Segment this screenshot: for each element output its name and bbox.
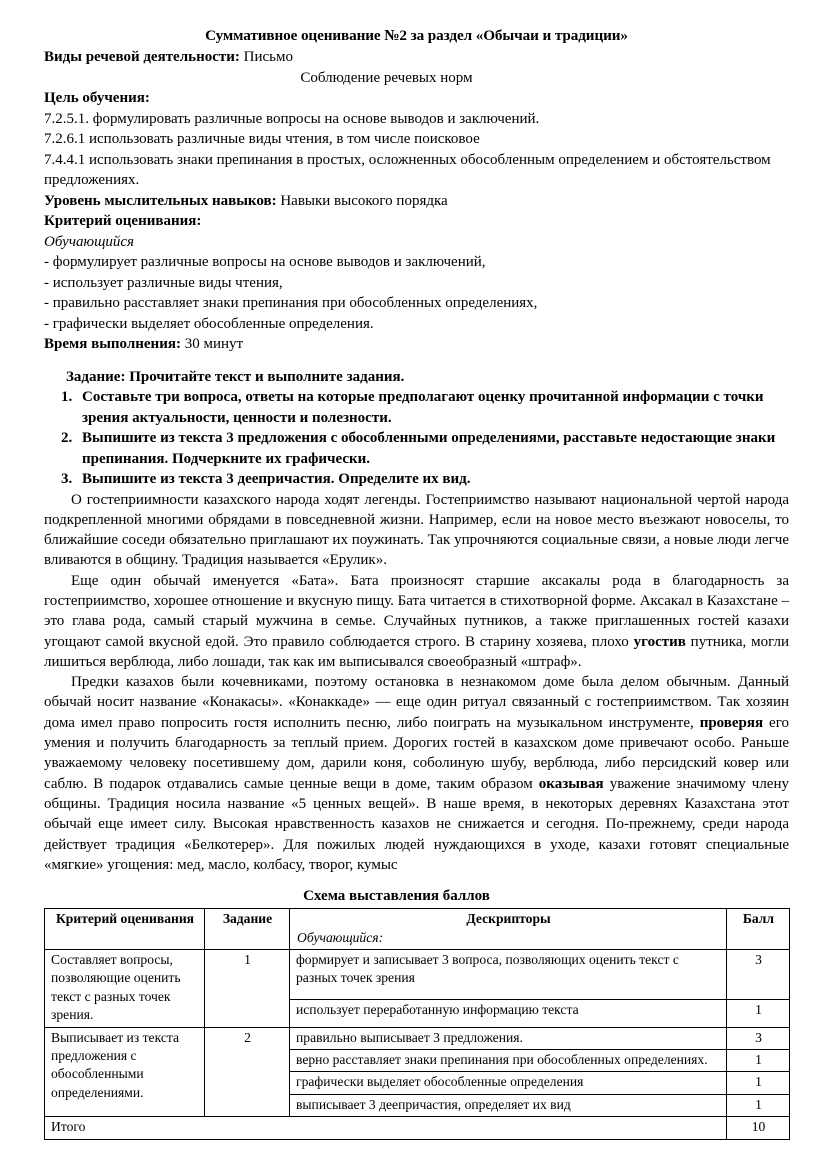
paragraph-3-bold-word-2: оказывая — [538, 775, 604, 792]
criteria-heading: Критерий оценивания: — [44, 213, 202, 229]
row2-descriptor-3: графически выделяет обособленные определения — [290, 1072, 727, 1094]
row1-task: 1 — [205, 949, 290, 1027]
scoring-table — [44, 908, 790, 1139]
paragraph-2-part-b: путника, могли лишиться верблюда, либо лошади, так как им выписывался своеобразный «штраф». — [44, 633, 789, 670]
row2-descriptor-1: правильно выписывает 3 предложения. — [290, 1027, 727, 1049]
header-descriptors — [290, 909, 727, 950]
row2-score-1: 3 — [727, 1027, 790, 1049]
total-score: 10 — [727, 1117, 790, 1139]
row2-score-4: 1 — [727, 1094, 790, 1116]
paragraph-2-bold-word: угостив — [633, 633, 686, 650]
task-list — [44, 387, 789, 490]
row2-descriptor-4: выписывает 3 деепричастия, определяет их вид — [290, 1094, 727, 1116]
speech-types-value: Письмо — [239, 49, 293, 65]
task-heading: Задание: Прочитайте текст и выполните задания. — [66, 368, 405, 385]
task-item-3: Выпишите из текста 3 деепричастия. Определите их вид. — [82, 471, 471, 487]
reading-paragraph-1: О гостеприимности казахского народа ходят легенды. Гостеприимство называют национальной чертой народа подкрепленной многими обрядами в повседневной жизни. Например, если на новое место въезжают новоселы, то ближайшие соседи обязательно приглашают их поужинать. Так упрочняются социальные связи, а новые люди легче вливаются в общину. Традиция называется «Ерулик». — [44, 491, 789, 569]
table-row — [45, 1027, 790, 1049]
table-row — [45, 949, 790, 999]
speech-types-line — [44, 47, 789, 68]
row2-descriptor-2: верно расставляет знаки препинания при обособленных определениях. — [290, 1049, 727, 1071]
task-item-2: Выпишите из текста 3 предложения с обособленными определениями, расставьте недостающие знаки препинания. Подчеркните их графически. — [82, 430, 776, 467]
row2-score-2: 1 — [727, 1049, 790, 1071]
criteria-item-3: - правильно расставляет знаки препинания при обособленных определениях, — [44, 295, 538, 311]
page-title: Суммативное оценивание №2 за раздел «Обычаи и традиции» — [205, 27, 628, 44]
reading-paragraph-2 — [44, 571, 789, 672]
scoring-table-title: Схема выставления баллов — [303, 888, 490, 905]
reading-paragraph-3 — [44, 672, 789, 875]
paragraph-3-part-c: уважение значимому члену общины. Традиция носила название «5 ценных вещей». В наше время, в некоторых деревнях Казахстана этот обычай еще имеет силу. Высокая нравственность казахов не снижается и сегодня. По-прежнему, среди народа действует традиция «Белкотерер». Для пожилых людей нуждающихся в уходе, казахи готовят специальные «мягкие» угощения: мед, масло, колбасу, творог, кумыс — [44, 775, 789, 873]
table-total-row — [45, 1117, 790, 1139]
paragraph-3-bold-word-1: проверяя — [699, 714, 764, 731]
skill-level-value: Навыки высокого порядка — [276, 192, 448, 209]
criteria-item-2: - использует различные виды чтения, — [44, 274, 283, 291]
task-item-1: Составьте три вопроса, ответы на которые предполагают оценку прочитанной информации с точки зрения актуальности, ценности и полезности. — [82, 389, 764, 426]
header-criterion: Критерий оценивания — [45, 909, 205, 950]
header-descriptors-label: Дескрипторы — [466, 911, 551, 927]
row1-descriptor-2: использует переработанную информацию текста — [290, 1000, 727, 1028]
row2-task: 2 — [205, 1027, 290, 1117]
header-descriptors-sub: Обучающийся: — [297, 929, 384, 945]
scoring-table-head — [45, 909, 790, 950]
table-header-row — [45, 909, 790, 950]
row2-criterion: Выписывает из текста предложения с обособленными определениями. — [45, 1027, 205, 1117]
skill-level-label: Уровень мыслительных навыков: — [44, 192, 277, 209]
goal-item-1: 7.2.5.1. формулировать различные вопросы на основе выводов и заключений. — [44, 110, 540, 127]
goal-heading: Цель обучения: — [44, 90, 150, 106]
row1-score-2: 1 — [727, 1000, 790, 1028]
criteria-item-1: - формулирует различные вопросы на основе выводов и заключений, — [44, 254, 486, 270]
skill-level-line — [44, 191, 789, 212]
time-line — [44, 334, 789, 355]
row1-descriptor-1: формирует и записывает 3 вопроса, позволяющих оценить текст с разных точек зрения — [290, 949, 727, 999]
centered-subline: Соблюдение речевых норм — [300, 69, 473, 86]
header-score: Балл — [727, 909, 790, 950]
paragraph-3-part-b: его умения и получить благодарность за теплый прием. Дорогих гостей в казахском доме привечают особо. Раньше уважаемому человеку посетившему дом, дарили коня, соболиную шубу, верблюда, либо персидский ковер или саблю. В подарок отдавались самые ценные вещи в доме, таким образом — [44, 714, 789, 792]
total-label: Итого — [45, 1117, 727, 1139]
speech-types-label: Виды речевой деятельности: — [44, 49, 240, 65]
time-label: Время выполнения: — [44, 336, 181, 352]
row2-score-3: 1 — [727, 1072, 790, 1094]
paragraph-3-part-a: Предки казахов были кочевниками, поэтому остановка в незнакомом доме была делом обычным. Данный обычай носит название «Конакасы». «Конаккаде» — еще один ритуал связанный с гостеприимством. Так хозяин дома имел право попросить гостя исполнить песню, либо поиграть на музыкальном инструменте, — [44, 674, 789, 731]
time-value: 30 минут — [180, 336, 244, 352]
criteria-subject: Обучающийся — [44, 233, 135, 250]
header-task: Задание — [205, 909, 290, 950]
criteria-item-4: - графически выделяет обособленные определения. — [44, 315, 374, 332]
scoring-table-body — [45, 949, 790, 1139]
goal-item-3: 7.4.4.1 использовать знаки препинания в простых, осложненных обособленным определением и обстоятельством предложениях. — [44, 151, 771, 188]
paragraph-2-part-a: Еще один обычай именуется «Бата». Бата произносят старшие аксакалы рода в благодарность за гостеприимство, хорошее отношение и вкусную пищу. Бата читается в стихотворной форме. Аксакал в Казахстане – это глава рода, самый старый мужчина в семье. Случайных путников, а также приглашенных гостей казахи угощают самой вкусной едой. Это правило соблюдается строго. В старину хозяева, плохо — [44, 572, 789, 650]
goal-item-2: 7.2.6.1 использовать различные виды чтения, в том числе поисковое — [44, 131, 480, 147]
row1-criterion: Составляет вопросы, позволяющие оценить текст с разных точек зрения. — [45, 949, 205, 1027]
row1-score-1: 3 — [727, 949, 790, 999]
